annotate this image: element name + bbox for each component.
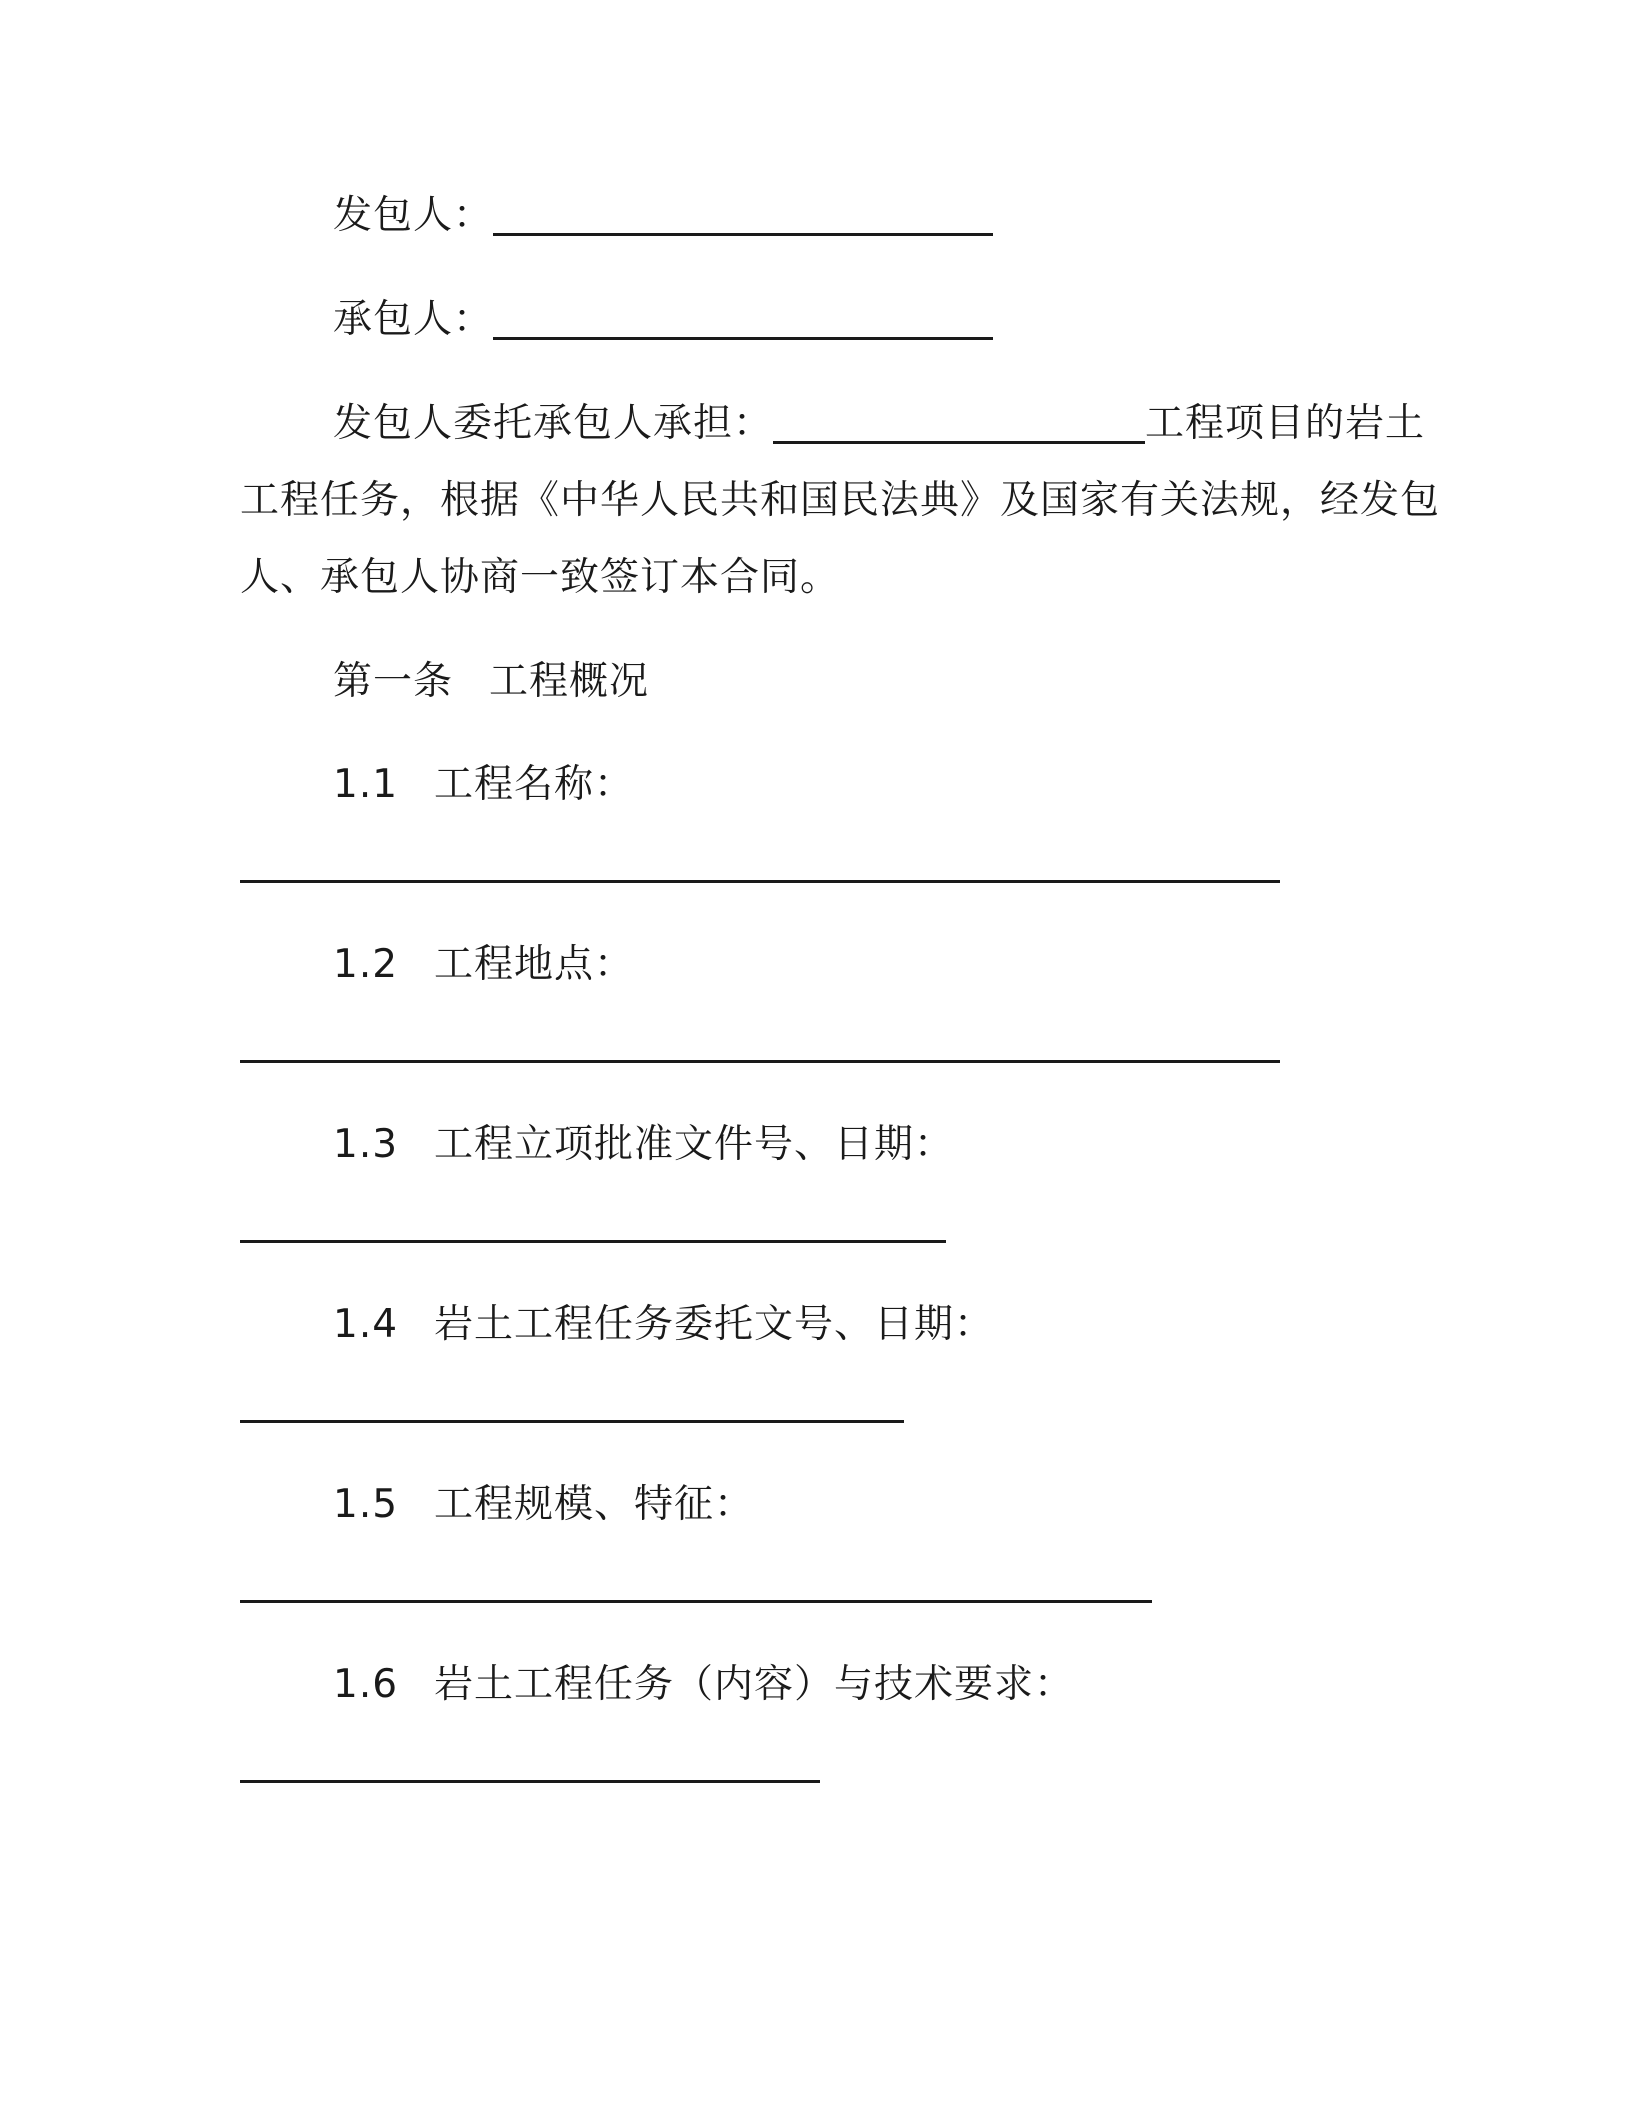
item-1-5-blank[interactable]	[240, 1600, 1152, 1603]
employer-label: 发包人：	[333, 193, 494, 238]
item-1-2-blank[interactable]	[240, 1060, 1280, 1063]
item-number: 1.5	[333, 1482, 399, 1527]
contractor-label: 承包人：	[333, 297, 494, 342]
item-1-6-blank[interactable]	[240, 1780, 820, 1783]
contractor-line	[333, 294, 993, 346]
item-1-1-blank[interactable]	[240, 880, 1280, 883]
item-1-3	[333, 1119, 954, 1171]
item-label: 工程规模、特征：	[434, 1482, 755, 1527]
article-1-heading	[333, 656, 649, 708]
intro-prefix: 发包人委托承包人承担：	[333, 401, 774, 446]
item-label: 岩土工程任务委托文号、日期：	[434, 1302, 995, 1347]
contractor-blank[interactable]	[493, 301, 993, 340]
intro-suffix: 工程项目的岩土	[1145, 401, 1426, 446]
article-number: 第一条	[333, 659, 454, 704]
item-label: 工程地点：	[434, 942, 635, 987]
item-1-2	[333, 939, 634, 991]
item-1-3-blank[interactable]	[240, 1240, 946, 1243]
employer-blank[interactable]	[493, 197, 993, 236]
item-label: 工程名称：	[434, 762, 635, 807]
item-number: 1.6	[333, 1662, 399, 1707]
article-title: 工程概况	[489, 659, 650, 704]
intro-line-3: 人、承包人协商一致签订本合同。	[240, 555, 841, 600]
item-1-4	[333, 1299, 994, 1351]
intro-line-1	[333, 398, 1425, 450]
item-1-6	[333, 1659, 1074, 1711]
item-1-4-blank[interactable]	[240, 1420, 904, 1423]
employer-line	[333, 190, 993, 242]
project-name-blank[interactable]	[773, 405, 1145, 444]
item-number: 1.2	[333, 942, 399, 987]
item-label: 岩土工程任务（内容）与技术要求：	[434, 1662, 1075, 1707]
item-1-5	[333, 1479, 754, 1531]
item-number: 1.4	[333, 1302, 399, 1347]
item-number: 1.3	[333, 1122, 399, 1167]
item-number: 1.1	[333, 762, 399, 807]
item-1-1	[333, 759, 634, 811]
item-label: 工程立项批准文件号、日期：	[434, 1122, 955, 1167]
intro-line-2: 工程任务，根据《中华人民共和国民法典》及国家有关法规，经发包	[240, 478, 1441, 523]
